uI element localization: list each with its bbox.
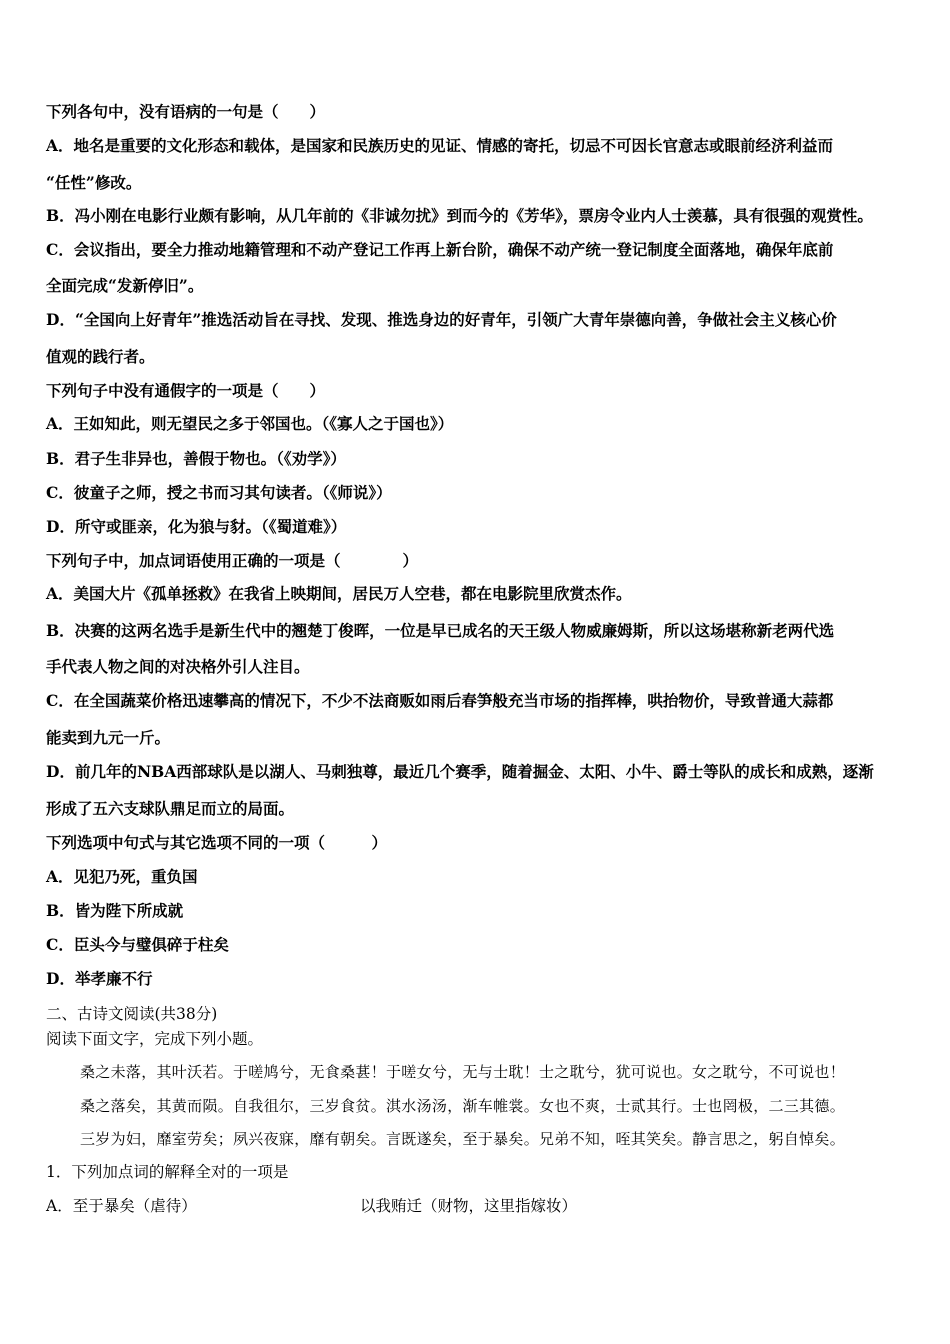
section-heading: 二、古诗文阅读(共38分) [46, 1005, 218, 1023]
q1-option-a-cont: “任性”修改。 [46, 173, 142, 192]
q1-option-d-cont: 值观的践行者。 [46, 347, 155, 366]
q2-option-b: B．君子生非异也，善假于物也。（《劝学》） [46, 449, 346, 468]
q3-stem: 下列句子中，加点词语使用正确的一项是（ ） [46, 551, 419, 570]
poem-line-3: 三岁为妇，靡室劳矣；夙兴夜寐，靡有朝矣。言既遂矣，至于暴矣。兄弟不知，咥其笑矣。静言思之，躬自悼矣。 [80, 1130, 846, 1148]
q3-option-a: A．美国大片《孤单拯救》在我省上映期间，居民万人空巷，都在电影院里欣赏杰作。 [46, 584, 632, 603]
q3-option-c: C．在全国蔬菜价格迅速攀高的情况下，不少不法商贩如雨后春笋般充当市场的指挥棒，哄抬物价，导致普通大蒜都 [46, 691, 834, 710]
q2-stem: 下列句子中没有通假字的一项是（ ） [46, 381, 326, 400]
q3-option-d: D．前几年的NBA西部球队是以湖人、马刺独尊，最近几个赛季，随着掘金、太阳、小牛、爵士等队的成长和成熟，逐渐 [46, 762, 874, 781]
q2-option-d: D．所守或匪亲，化为狼与豺。（《蜀道难》） [46, 517, 347, 536]
poem-line-1: 桑之未落，其叶沃若。于嗟鸠兮，无食桑葚！于嗟女兮，无与士耽！士之耽兮，犹可说也。女之耽兮，不可说也！ [80, 1063, 846, 1081]
sub-question-1-stem: 1．下列加点词的解释全对的一项是 [46, 1163, 289, 1181]
q4-option-c: C．臣头今与璧俱碎于柱矣 [46, 935, 229, 954]
q1-option-c: C．会议指出，要全力推动地籍管理和不动产登记工作再上新台阶，确保不动产统一登记制度全面落地，确保年底前 [46, 240, 834, 259]
sub-question-1-option-a-right: 以我贿迁（财物，这里指嫁妆） [360, 1197, 578, 1215]
q1-option-c-cont: 全面完成“发新停旧”。 [46, 276, 204, 295]
q1-option-b: B．冯小刚在电影行业颇有影响，从几年前的《非诚勿扰》到而今的《芳华》，票房令业内人士羡慕，具有很强的观赏性。 [46, 206, 873, 225]
sub-question-1-option-a-left: A．至于暴矣（虐待） [46, 1197, 197, 1215]
q2-option-c: C．彼童子之师，授之书而习其句读者。（《师说》） [46, 483, 392, 502]
q1-option-a: A．地名是重要的文化形态和载体，是国家和民族历史的见证、情感的寄托，切忌不可因长官意志或眼前经济利益而 [46, 136, 834, 155]
q4-option-a: A．见犯乃死，重负国 [46, 867, 198, 886]
poem-line-2: 桑之落矣，其黄而陨。自我徂尔，三岁食贫。淇水汤汤，渐车帷裳。女也不爽，士贰其行。士也罔极，二三其德。 [80, 1097, 846, 1115]
q1-option-d: D．“全国向上好青年”推选活动旨在寻找、发现、推选身边的好青年，引领广大青年崇德向善，争做社会主义核心价 [46, 310, 837, 329]
q3-option-b: B．决赛的这两名选手是新生代中的翘楚丁俊晖，一位是早已成名的天王级人物威廉姆斯，所以这场堪称新老两代选 [46, 621, 835, 640]
q3-option-b-cont: 手代表人物之间的对决格外引人注目。 [46, 657, 310, 676]
q4-stem: 下列选项中句式与其它选项不同的一项（ ） [46, 833, 388, 852]
q4-option-d: D．举孝廉不行 [46, 969, 153, 988]
q3-option-c-cont: 能卖到九元一斤。 [46, 728, 171, 747]
reading-instruction: 阅读下面文字，完成下列小题。 [46, 1030, 264, 1048]
q4-option-b: B．皆为陛下所成就 [46, 901, 184, 920]
q3-option-d-cont: 形成了五六支球队鼎足而立的局面。 [46, 799, 295, 818]
q1-stem: 下列各句中，没有语病的一句是（ ） [46, 102, 326, 121]
q2-option-a: A．王如知此，则无望民之多于邻国也。（《寡人之于国也》） [46, 414, 454, 433]
